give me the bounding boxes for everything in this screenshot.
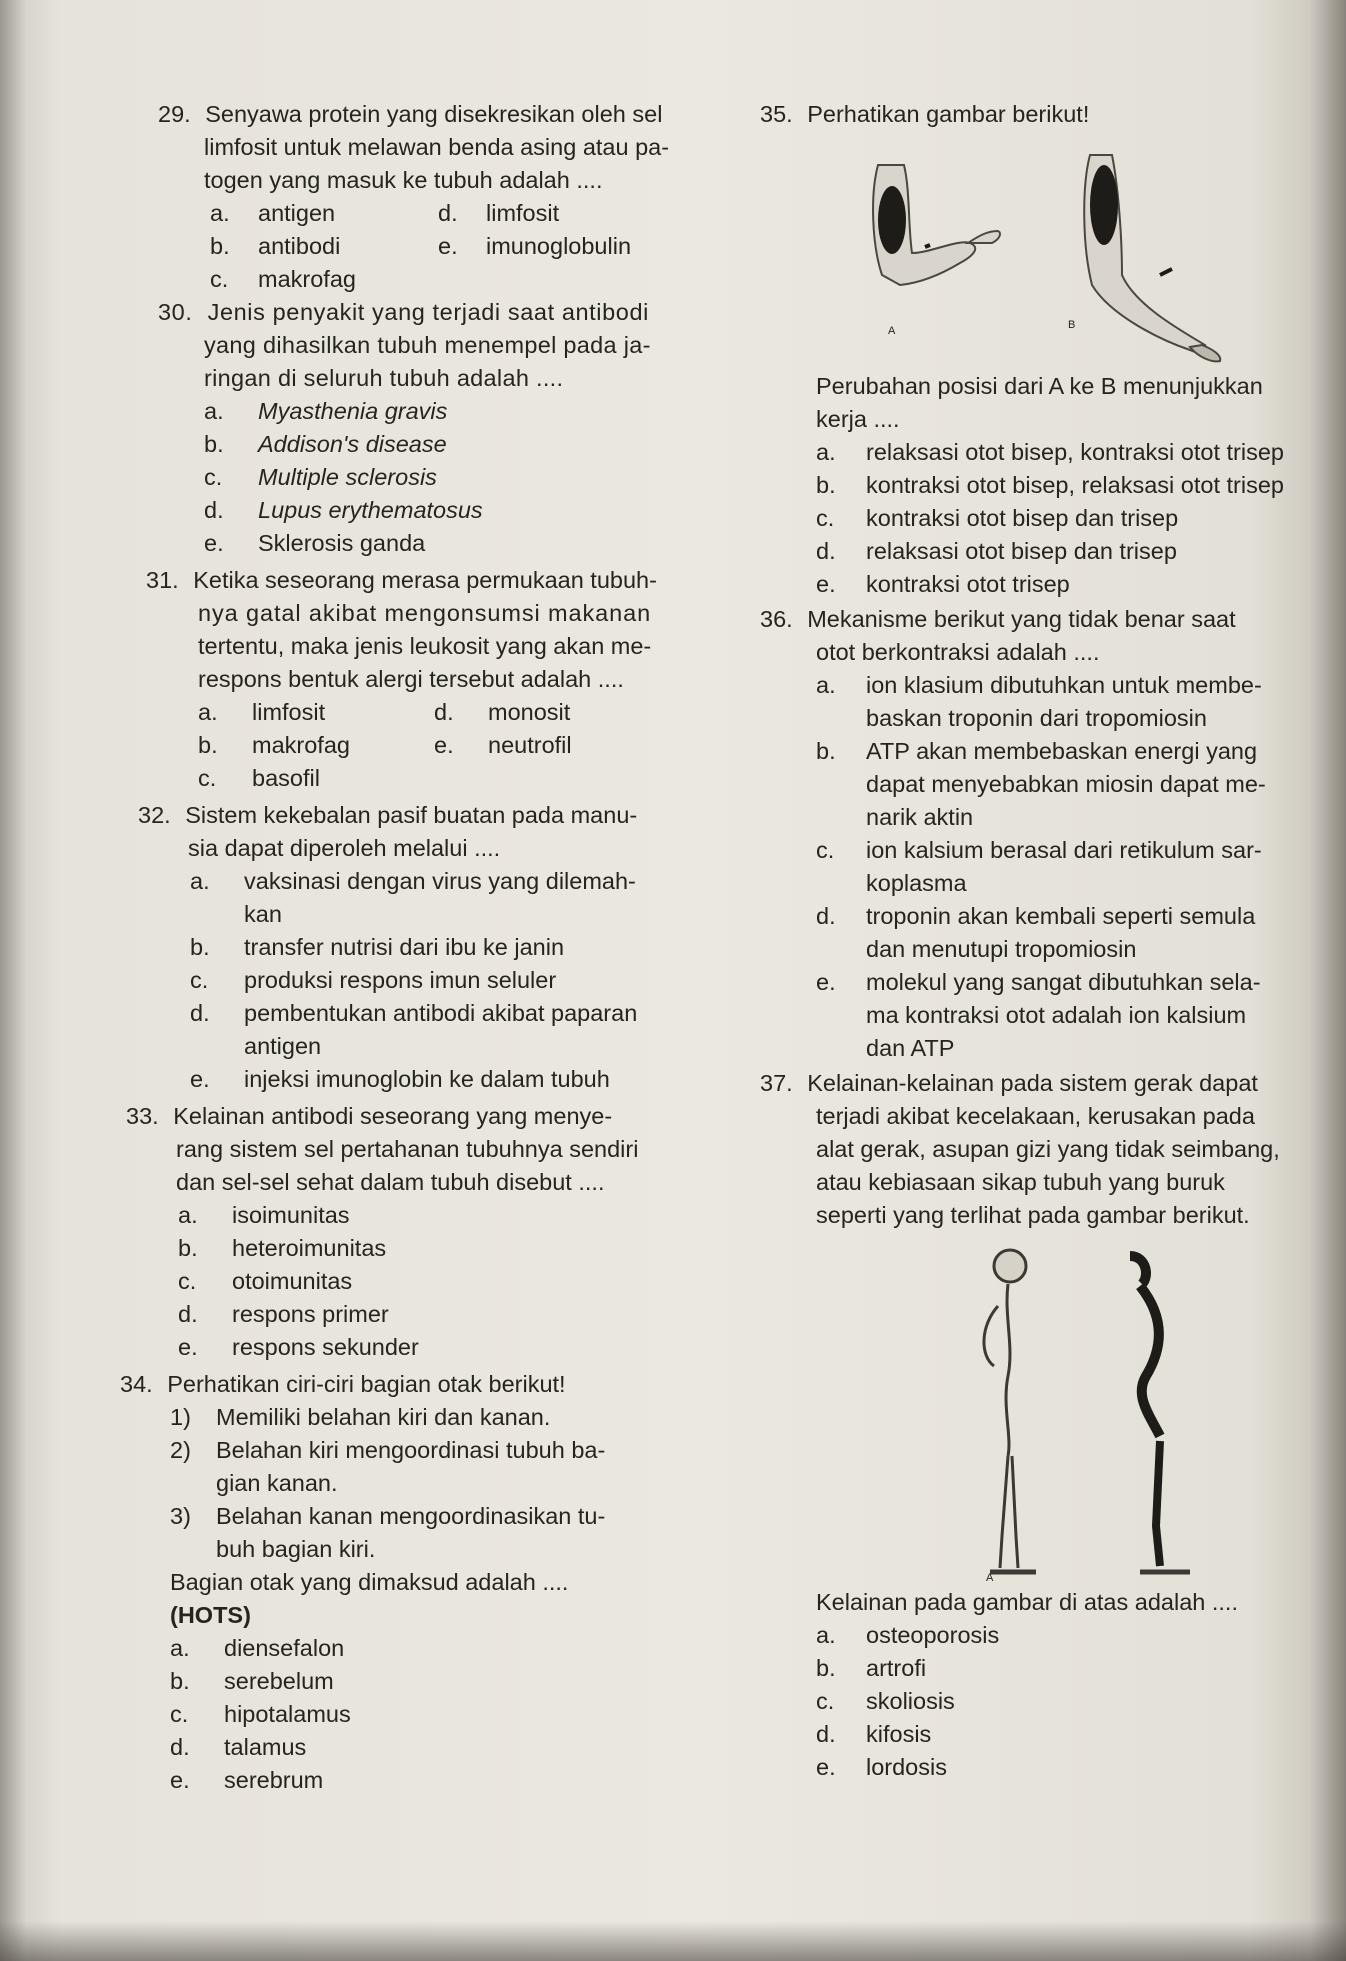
point-1: 1) Memiliki belahan kiri dan kanan. bbox=[170, 1404, 551, 1430]
stem-line: Kelainan antibodi seseorang yang menye- bbox=[173, 1103, 613, 1129]
question-prompt: kerja .... bbox=[816, 406, 900, 432]
stem-line: atau kebiasaan sikap tubuh yang buruk bbox=[816, 1169, 1225, 1195]
question-prompt: Perubahan posisi dari A ke B menunjukkan bbox=[816, 373, 1263, 399]
stem-line: Ketika seseorang merasa permukaan tubuh- bbox=[193, 567, 657, 593]
question-number: 32. bbox=[138, 802, 171, 828]
option-b: b. kontraksi otot bisep, relaksasi otot trisep bbox=[816, 472, 1284, 498]
hots-tag: (HOTS) bbox=[170, 1602, 251, 1628]
figure-label-a: A bbox=[986, 1572, 994, 1584]
option-e: e. injeksi imunoglobin ke dalam tubuh bbox=[190, 1066, 610, 1092]
option-a: a. ion klasium dibutuhkan untuk membe- baskan troponin dari tropomiosin bbox=[816, 672, 1262, 731]
stem-line: alat gerak, asupan gizi yang tidak seimbang, bbox=[816, 1136, 1280, 1162]
question-prompt: Kelainan pada gambar di atas adalah .... bbox=[816, 1589, 1238, 1615]
option-e: e. imunoglobulin bbox=[438, 233, 632, 259]
question-29 bbox=[158, 98, 700, 296]
stem-line: seperti yang terlihat pada gambar berikut. bbox=[816, 1202, 1250, 1228]
option-b: b. artrofi bbox=[816, 1655, 927, 1681]
option-e: e. Sklerosis ganda bbox=[204, 530, 426, 556]
question-36 bbox=[760, 603, 1320, 1065]
question-number: 35. bbox=[760, 101, 793, 127]
option-c: c. Multiple sclerosis bbox=[204, 464, 437, 490]
option-b: b. transfer nutrisi dari ibu ke janin bbox=[190, 934, 565, 960]
stem-line: otot berkontraksi adalah .... bbox=[816, 639, 1100, 665]
question-stem bbox=[158, 98, 700, 131]
question-number: 29. bbox=[158, 101, 191, 127]
stem-line: dan sel-sel sehat dalam tubuh disebut .... bbox=[176, 1169, 605, 1195]
option-d: d. relaksasi otot bisep dan trisep bbox=[816, 538, 1177, 564]
stem-line: respons bentuk alergi tersebut adalah .... bbox=[198, 666, 624, 692]
stem-line: Jenis penyakit yang terjadi saat antibodi bbox=[207, 299, 649, 325]
option-b: b. serebelum bbox=[170, 1668, 334, 1694]
option-d: d. kifosis bbox=[816, 1721, 932, 1747]
left-column bbox=[120, 98, 700, 1797]
option-d: d. talamus bbox=[170, 1734, 307, 1760]
stem-line: yang dihasilkan tubuh menempel pada ja- bbox=[204, 332, 651, 358]
arm-muscle-figure bbox=[760, 135, 1320, 370]
option-c: c. otoimunitas bbox=[178, 1268, 353, 1294]
stem-line: tertentu, maka jenis leukosit yang akan me- bbox=[198, 633, 652, 659]
normal-skeleton bbox=[984, 1250, 1036, 1572]
question-35 bbox=[760, 98, 1320, 601]
option-c: c. makrofag bbox=[210, 266, 356, 292]
stem-line: Senyawa protein yang disekresikan oleh sel bbox=[205, 101, 663, 127]
option-e: e. molekul yang sangat dibutuhkan sela- ma kontraksi otot adalah ion kalsium dan ATP bbox=[816, 969, 1261, 1061]
arm-illustration bbox=[860, 135, 1320, 370]
option-c: c. produksi respons imun seluler bbox=[190, 967, 557, 993]
question-number: 36. bbox=[760, 606, 793, 632]
question-30 bbox=[158, 296, 700, 560]
question-number: 33. bbox=[126, 1103, 159, 1129]
question-number: 34. bbox=[120, 1371, 153, 1397]
stem-line: sia dapat diperoleh melalui .... bbox=[188, 835, 501, 861]
option-a: a. isoimunitas bbox=[178, 1202, 350, 1228]
curved-skeleton bbox=[1130, 1256, 1190, 1572]
question-32 bbox=[138, 799, 700, 1096]
question-33 bbox=[126, 1100, 700, 1364]
stem-line: terjadi akibat kecelakaan, kerusakan pada bbox=[816, 1103, 1255, 1129]
right-column bbox=[760, 98, 1320, 1784]
option-b: b. makrofag bbox=[198, 732, 350, 758]
point-3: 3) Belahan kanan mengoordinasikan tu- buh bagian kiri. bbox=[170, 1503, 606, 1562]
option-b: b. Addison's disease bbox=[204, 431, 447, 457]
point-2: 2) Belahan kiri mengoordinasi tubuh ba- gian kanan. bbox=[170, 1437, 606, 1496]
option-d: d. Lupus erythematosus bbox=[204, 497, 483, 523]
stem-line: Sistem kekebalan pasif buatan pada manu- bbox=[185, 802, 638, 828]
option-c: c. basofil bbox=[198, 765, 320, 791]
option-a: a. diensefalon bbox=[170, 1635, 345, 1661]
option-a: a. antigen bbox=[210, 200, 336, 226]
stem-line: Mekanisme berikut yang tidak benar saat bbox=[807, 606, 1236, 632]
option-c: c. skoliosis bbox=[816, 1688, 955, 1714]
option-c: c. hipotalamus bbox=[170, 1701, 351, 1727]
stem-line: togen yang masuk ke tubuh adalah .... bbox=[204, 167, 603, 193]
option-b: b. ATP akan membebaskan energi yang dapat menyebabkan miosin dapat me- narik aktin bbox=[816, 738, 1266, 830]
stem-line: Kelainan-kelainan pada sistem gerak dapat bbox=[807, 1070, 1258, 1096]
question-37 bbox=[760, 1067, 1320, 1784]
option-a: a. relaksasi otot bisep, kontraksi otot trisep bbox=[816, 439, 1284, 465]
stem-line: rang sistem sel pertahanan tubuhnya sendiri bbox=[176, 1136, 639, 1162]
option-a: a. limfosit bbox=[198, 699, 326, 725]
figure-label-a: A bbox=[888, 325, 896, 337]
stem-line: ringan di seluruh tubuh adalah .... bbox=[204, 365, 564, 391]
spine-posture-figure bbox=[760, 1236, 1320, 1586]
option-d: d. pembentukan antibodi akibat paparan antigen bbox=[190, 1000, 638, 1059]
stem-line: nya gatal akibat mengonsumsi makanan bbox=[198, 600, 652, 626]
option-c: c. kontraksi otot bisep dan trisep bbox=[816, 505, 1179, 531]
option-b: b. antibodi bbox=[210, 233, 341, 259]
option-e: e. neutrofil bbox=[434, 732, 572, 758]
stem-line: Perhatikan gambar berikut! bbox=[807, 101, 1090, 127]
question-number: 31. bbox=[146, 567, 179, 593]
option-b: b. heteroimunitas bbox=[178, 1235, 387, 1261]
option-a: a. Myasthenia gravis bbox=[204, 398, 448, 424]
question-number: 37. bbox=[760, 1070, 793, 1096]
option-c: c. ion kalsium berasal dari retikulum sar- koplasma bbox=[816, 837, 1262, 896]
option-d: d. limfosit bbox=[438, 200, 560, 226]
option-e: e. respons sekunder bbox=[178, 1334, 419, 1360]
option-e: e. serebrum bbox=[170, 1767, 324, 1793]
question-34 bbox=[120, 1368, 700, 1797]
question-number: 30. bbox=[158, 299, 193, 325]
option-d: d. respons primer bbox=[178, 1301, 389, 1327]
stem-line: limfosit untuk melawan benda asing atau pa- bbox=[204, 134, 670, 160]
option-d: d. troponin akan kembali seperti semula dan menutupi tropomiosin bbox=[816, 903, 1256, 962]
figure-label-b: B bbox=[1068, 319, 1076, 331]
question-31 bbox=[146, 564, 700, 795]
option-a: a. vaksinasi dengan virus yang dilemah- kan bbox=[190, 868, 636, 927]
option-a: a. osteoporosis bbox=[816, 1622, 1000, 1648]
question-prompt: Bagian otak yang dimaksud adalah .... bbox=[170, 1569, 569, 1595]
option-e: e. lordosis bbox=[816, 1754, 947, 1780]
stem-line: Perhatikan ciri-ciri bagian otak berikut! bbox=[167, 1371, 566, 1397]
option-d: d. monosit bbox=[434, 699, 571, 725]
option-e: e. kontraksi otot trisep bbox=[816, 571, 1070, 597]
skeleton-illustration bbox=[950, 1236, 1210, 1586]
